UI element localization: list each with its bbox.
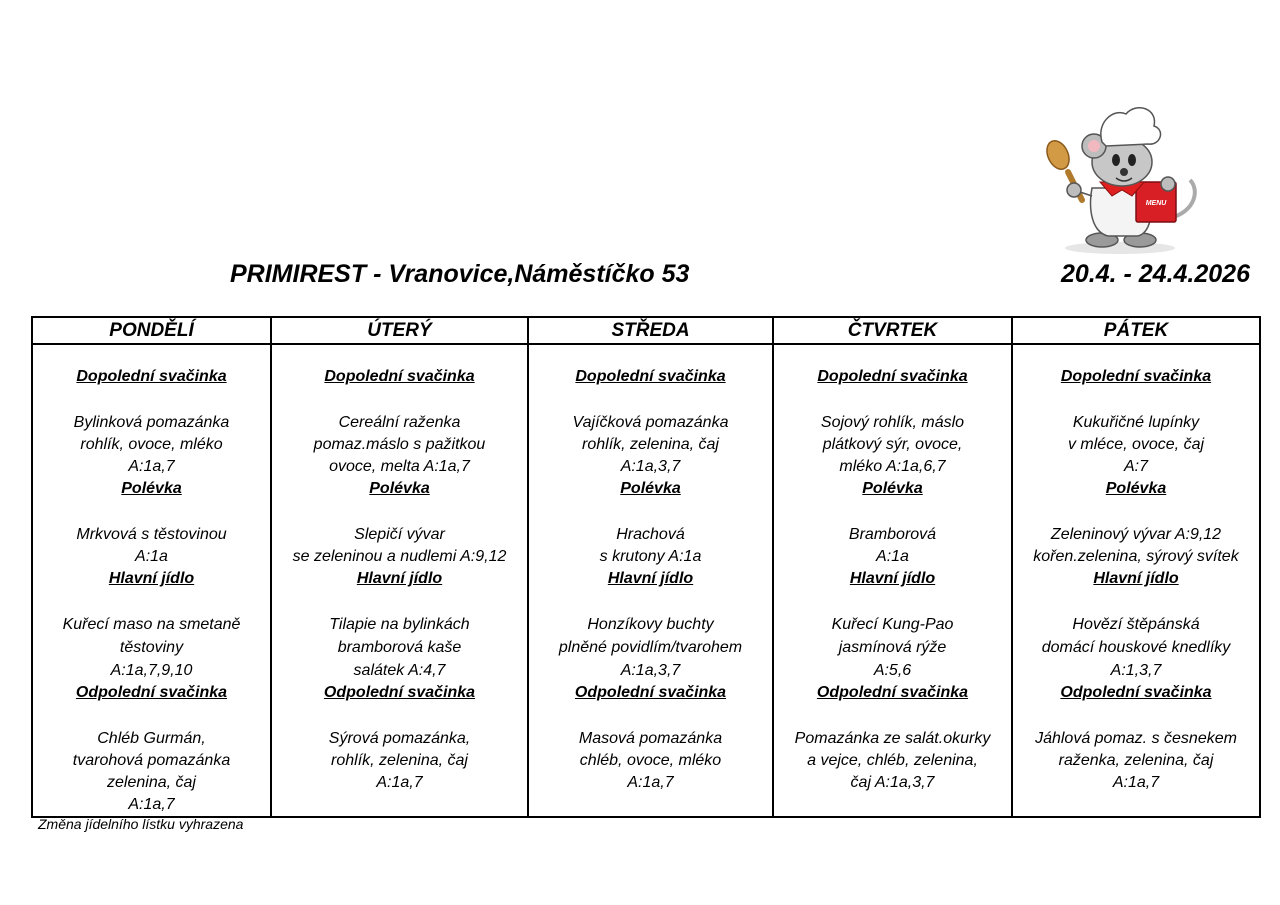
section-title: Hlavní jídlo bbox=[356, 570, 443, 587]
day-column-monday bbox=[32, 344, 271, 817]
section-title: Polévka bbox=[1105, 480, 1167, 497]
menu-line: ovoce, melta A:1a,7 bbox=[329, 458, 470, 475]
menu-line: s krutony A:1a bbox=[599, 548, 702, 565]
section-title: Hlavní jídlo bbox=[108, 570, 195, 587]
section-title: Hlavní jídlo bbox=[1093, 570, 1179, 587]
footer-note: Změna jídelního lístku vyhrazena bbox=[38, 816, 244, 832]
menu-line: rohlík, ovoce, mléko bbox=[80, 436, 223, 453]
menu-line: pomaz.máslo s pažitkou bbox=[313, 436, 486, 453]
section-title: Dopolední svačinka bbox=[1060, 368, 1212, 385]
menu-line: A:1a,7 bbox=[128, 796, 175, 813]
menu-line: Kuřecí maso na smetaně bbox=[62, 616, 241, 633]
menu-line: A:1,3,7 bbox=[1110, 662, 1162, 679]
menu-line: Sojový rohlík, máslo bbox=[820, 414, 965, 431]
section-title: Odpolední svačinka bbox=[75, 684, 228, 701]
week-date-range: 20.4. - 24.4.2026 bbox=[1060, 260, 1250, 288]
menu-line: A:1a,7,9,10 bbox=[110, 662, 193, 679]
menu-line: Sýrová pomazánka, bbox=[328, 730, 471, 747]
menu-line: Masová pomazánka bbox=[578, 730, 723, 747]
menu-line: Cereální raženka bbox=[338, 414, 461, 431]
page-title: PRIMIREST - Vranovice,Náměstíčko 53 bbox=[230, 260, 690, 288]
menu-line: plátkový sýr, ovoce, bbox=[822, 436, 963, 453]
day-column-tuesday bbox=[271, 344, 528, 817]
menu-line: se zeleninou a nudlemi A:9,12 bbox=[292, 548, 507, 565]
menu-line: A:1a,7 bbox=[128, 458, 175, 475]
menu-line: čaj A:1a,3,7 bbox=[850, 774, 935, 791]
day-header-thursday: ČTVRTEK bbox=[773, 317, 1012, 344]
menu-line: A:1a,3,7 bbox=[620, 662, 681, 679]
menu-line: Bramborová bbox=[848, 526, 937, 543]
menu-line: A:7 bbox=[1123, 458, 1148, 475]
day-header-monday: PONDĚLÍ bbox=[32, 317, 271, 344]
menu-line: A:1a bbox=[876, 548, 909, 565]
menu-line: salátek A:4,7 bbox=[353, 662, 446, 679]
menu-line: rohlík, zelenina, čaj bbox=[582, 436, 719, 453]
menu-line: Bylinková pomazánka bbox=[73, 414, 230, 431]
menu-line: raženka, zelenina, čaj bbox=[1058, 752, 1214, 769]
menu-line: chléb, ovoce, mléko bbox=[579, 752, 722, 769]
menu-line: Tilapie na bylinkách bbox=[329, 616, 470, 633]
section-title: Polévka bbox=[620, 480, 681, 497]
menu-line: A:1a,3,7 bbox=[620, 458, 681, 475]
menu-line: domácí houskové knedlíky bbox=[1041, 639, 1231, 656]
section-title: Polévka bbox=[862, 480, 923, 497]
day-header-row bbox=[32, 317, 1260, 344]
section-title: Hlavní jídlo bbox=[849, 570, 936, 587]
section-title: Dopolední svačinka bbox=[575, 368, 726, 385]
section-title: Odpolední svačinka bbox=[816, 684, 969, 701]
menu-line: A:1a,7 bbox=[376, 774, 423, 791]
section-title: Polévka bbox=[121, 480, 182, 497]
menu-line: mléko A:1a,6,7 bbox=[839, 458, 946, 475]
day-column-thursday bbox=[773, 344, 1012, 817]
section-title: Dopolední svačinka bbox=[324, 368, 475, 385]
menu-sign-text: MENU bbox=[1145, 200, 1167, 207]
day-header-tuesday: ÚTERÝ bbox=[271, 317, 528, 344]
section-title: Dopolední svačinka bbox=[76, 368, 227, 385]
menu-line: Vajíčková pomazánka bbox=[572, 414, 729, 431]
menu-line: A:5,6 bbox=[873, 662, 912, 679]
menu-line: Hrachová bbox=[616, 526, 685, 543]
section-title: Odpolední svačinka bbox=[1060, 684, 1212, 701]
day-column-wednesday bbox=[528, 344, 773, 817]
menu-line: Zeleninový vývar A:9,12 bbox=[1050, 526, 1222, 543]
day-header-friday: PÁTEK bbox=[1012, 317, 1260, 344]
menu-table bbox=[31, 316, 1261, 818]
day-header-wednesday: STŘEDA bbox=[528, 317, 773, 344]
menu-line: kořen.zelenina, sýrový svítek bbox=[1033, 548, 1239, 565]
section-title: Dopolední svačinka bbox=[817, 368, 968, 385]
menu-line: bramborová kaše bbox=[337, 639, 462, 656]
menu-line: A:1a,7 bbox=[1112, 774, 1160, 791]
section-title: Odpolední svačinka bbox=[323, 684, 476, 701]
menu-line: plněné povidlím/tvarohem bbox=[558, 639, 743, 656]
menu-line: Pomazánka ze salát.okurky bbox=[794, 730, 991, 747]
menu-line: tvarohová pomazánka bbox=[72, 752, 231, 769]
menu-line: těstoviny bbox=[119, 639, 184, 656]
menu-line: Slepičí vývar bbox=[354, 526, 445, 543]
menu-line: Honzíkovy buchty bbox=[587, 616, 714, 633]
menu-line: Chléb Gurmán, bbox=[97, 730, 206, 747]
menu-line: A:1a bbox=[135, 548, 168, 565]
chef-mouse-icon bbox=[1020, 100, 1210, 255]
section-title: Hlavní jídlo bbox=[607, 570, 694, 587]
menu-line: Jáhlová pomaz. s česnekem bbox=[1035, 730, 1237, 747]
menu-line: A:1a,7 bbox=[627, 774, 674, 791]
menu-line: Kukuřičné lupínky bbox=[1072, 414, 1200, 431]
menu-line: zelenina, čaj bbox=[107, 774, 196, 791]
menu-line: rohlík, zelenina, čaj bbox=[331, 752, 468, 769]
menu-line: Kuřecí Kung-Pao bbox=[831, 616, 954, 633]
section-title: Polévka bbox=[369, 480, 430, 497]
menu-line: Mrkvová s těstovinou bbox=[76, 526, 227, 543]
section-title: Odpolední svačinka bbox=[574, 684, 727, 701]
menu-line: v mléce, ovoce, čaj bbox=[1067, 436, 1205, 453]
day-column-friday bbox=[1012, 344, 1260, 817]
day-menu-row bbox=[32, 344, 1260, 817]
menu-line: a vejce, chléb, zelenina, bbox=[807, 752, 978, 769]
menu-line: jasmínová rýže bbox=[838, 639, 947, 656]
menu-line: Hovězí štěpánská bbox=[1072, 616, 1200, 633]
